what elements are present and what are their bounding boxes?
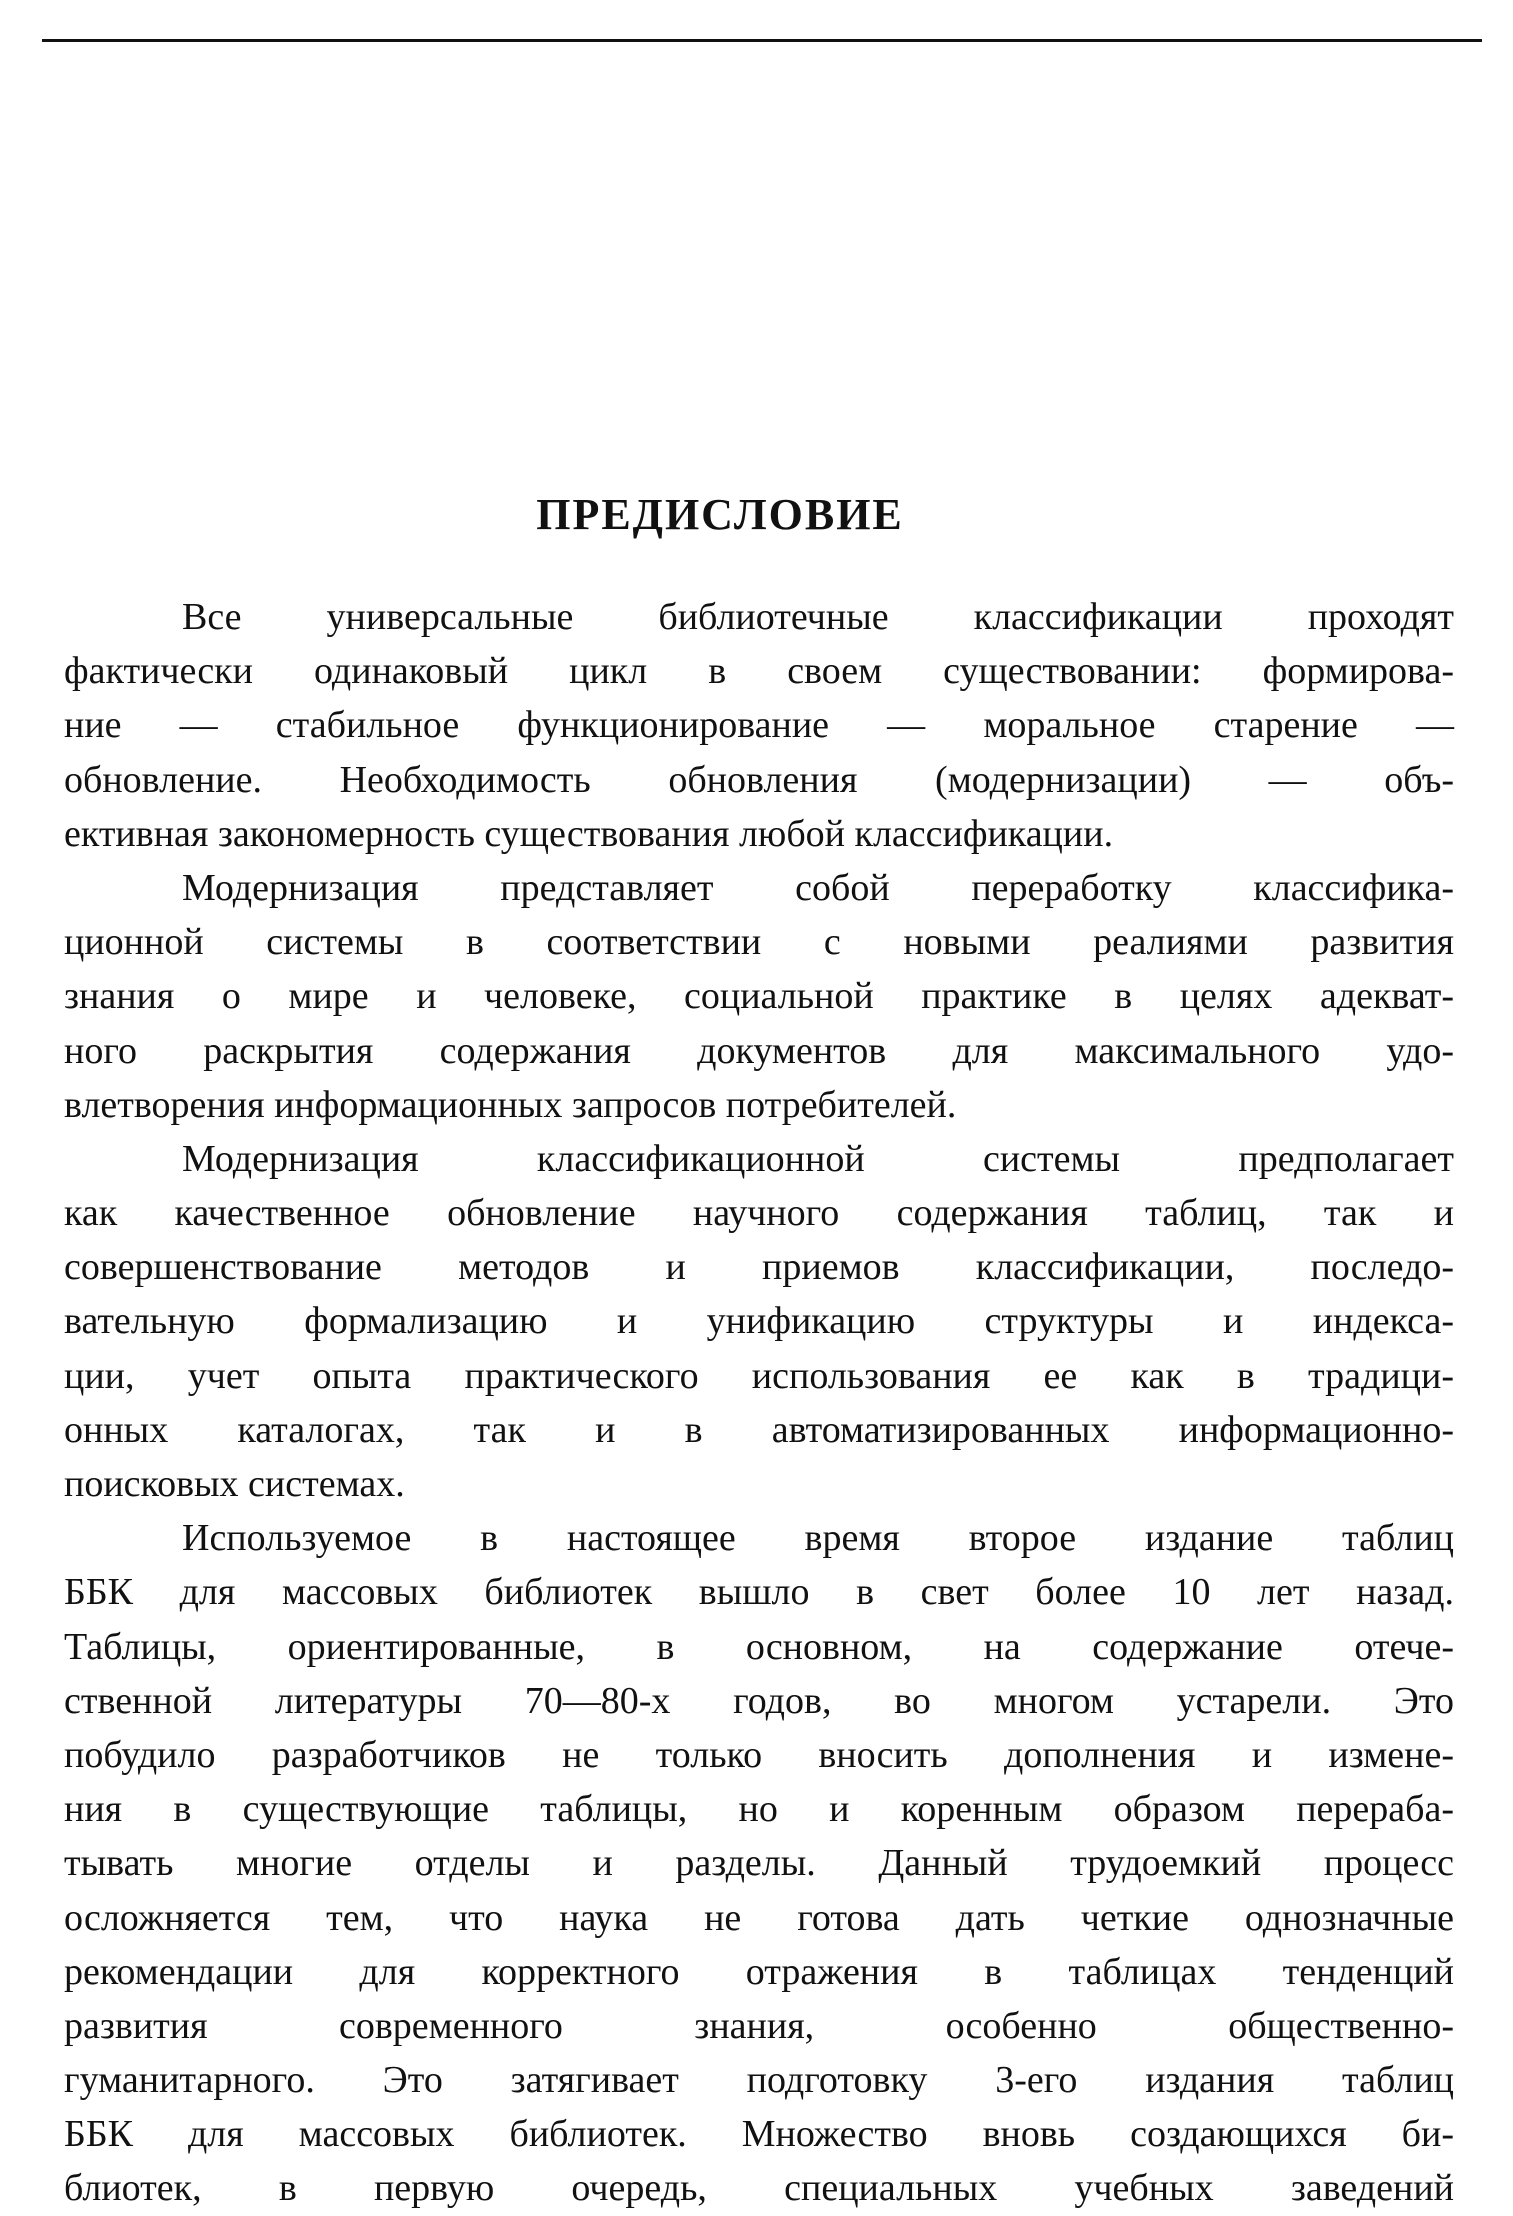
text-line: влетворения информационных запросов потребителей. — [64, 1083, 957, 1126]
text-line: тывать многие отделы и разделы. Данный трудоемкий процесс — [64, 1842, 1454, 1885]
page-title: ПРЕДИСЛОВИЕ — [536, 490, 904, 539]
text-line: знания о мире и человеке, социальной практике в целях адекват- — [64, 975, 1454, 1018]
text-line: ственной литературы 70—80-х годов, во многом устарели. Это — [64, 1679, 1454, 1722]
text-line: Модернизация представляет собой переработку классифика- — [182, 866, 1454, 909]
text-line: ции, учет опыта практического использования ее как в традици- — [64, 1354, 1454, 1397]
text-line: онных каталогах, так и в автоматизированных информационно- — [64, 1408, 1454, 1451]
text-line: фактически одинаковый цикл в своем существовании: формирова- — [64, 650, 1454, 693]
text-line: Модернизация классификационной системы предполагает — [182, 1137, 1454, 1180]
text-line: совершенствование методов и приемов классификации, последо- — [64, 1246, 1454, 1289]
text-line: как качественное обновление научного содержания таблиц, так и — [64, 1192, 1454, 1235]
text-line: ББК для массовых библиотек. Множество вновь создающихся би- — [64, 2113, 1454, 2156]
top-rule — [42, 39, 1482, 42]
text-line: осложняется тем, что наука не готова дать четкие однозначные — [64, 1896, 1454, 1939]
text-line: ние — стабильное функционирование — моральное старение — — [64, 704, 1454, 747]
text-line: побудило разработчиков не только вносить дополнения и измене- — [64, 1733, 1454, 1776]
text-line: Используемое в настоящее время второе издание таблиц — [182, 1517, 1454, 1560]
text-line: развития современного знания, особенно общественно- — [64, 2004, 1454, 2047]
text-line: Все универсальные библиотечные классификации проходят — [182, 596, 1454, 638]
text-line: ББК для массовых библиотек вышло в свет более 10 лет назад. — [64, 1571, 1454, 1614]
text-line: ективная закономерность существования любой классификации. — [64, 812, 1114, 855]
text-line: ного раскрытия содержания документов для максимального удо- — [64, 1029, 1454, 1072]
text-line: Таблицы, ориентированные, в основном, на содержание отече- — [64, 1625, 1454, 1668]
text-line: гуманитарного. Это затягивает подготовку 3-его издания таблиц — [64, 2059, 1454, 2102]
text-line: обновление. Необходимость обновления (модернизации) — объ- — [64, 758, 1454, 801]
text-line: ционной системы в соответствии с новыми реалиями развития — [64, 921, 1454, 964]
text-line: поисковых системах. — [64, 1463, 405, 1505]
text-line: рекомендации для корректного отражения в таблицах тенденций — [64, 1950, 1454, 1993]
text-line: блиотек, в первую очередь, специальных учебных заведений — [64, 2167, 1454, 2210]
text-line: ния в существующие таблицы, но и коренным образом перераба- — [64, 1788, 1454, 1831]
body-text — [64, 590, 1454, 2216]
text-line: вательную формализацию и унификацию структуры и индекса- — [64, 1300, 1454, 1343]
